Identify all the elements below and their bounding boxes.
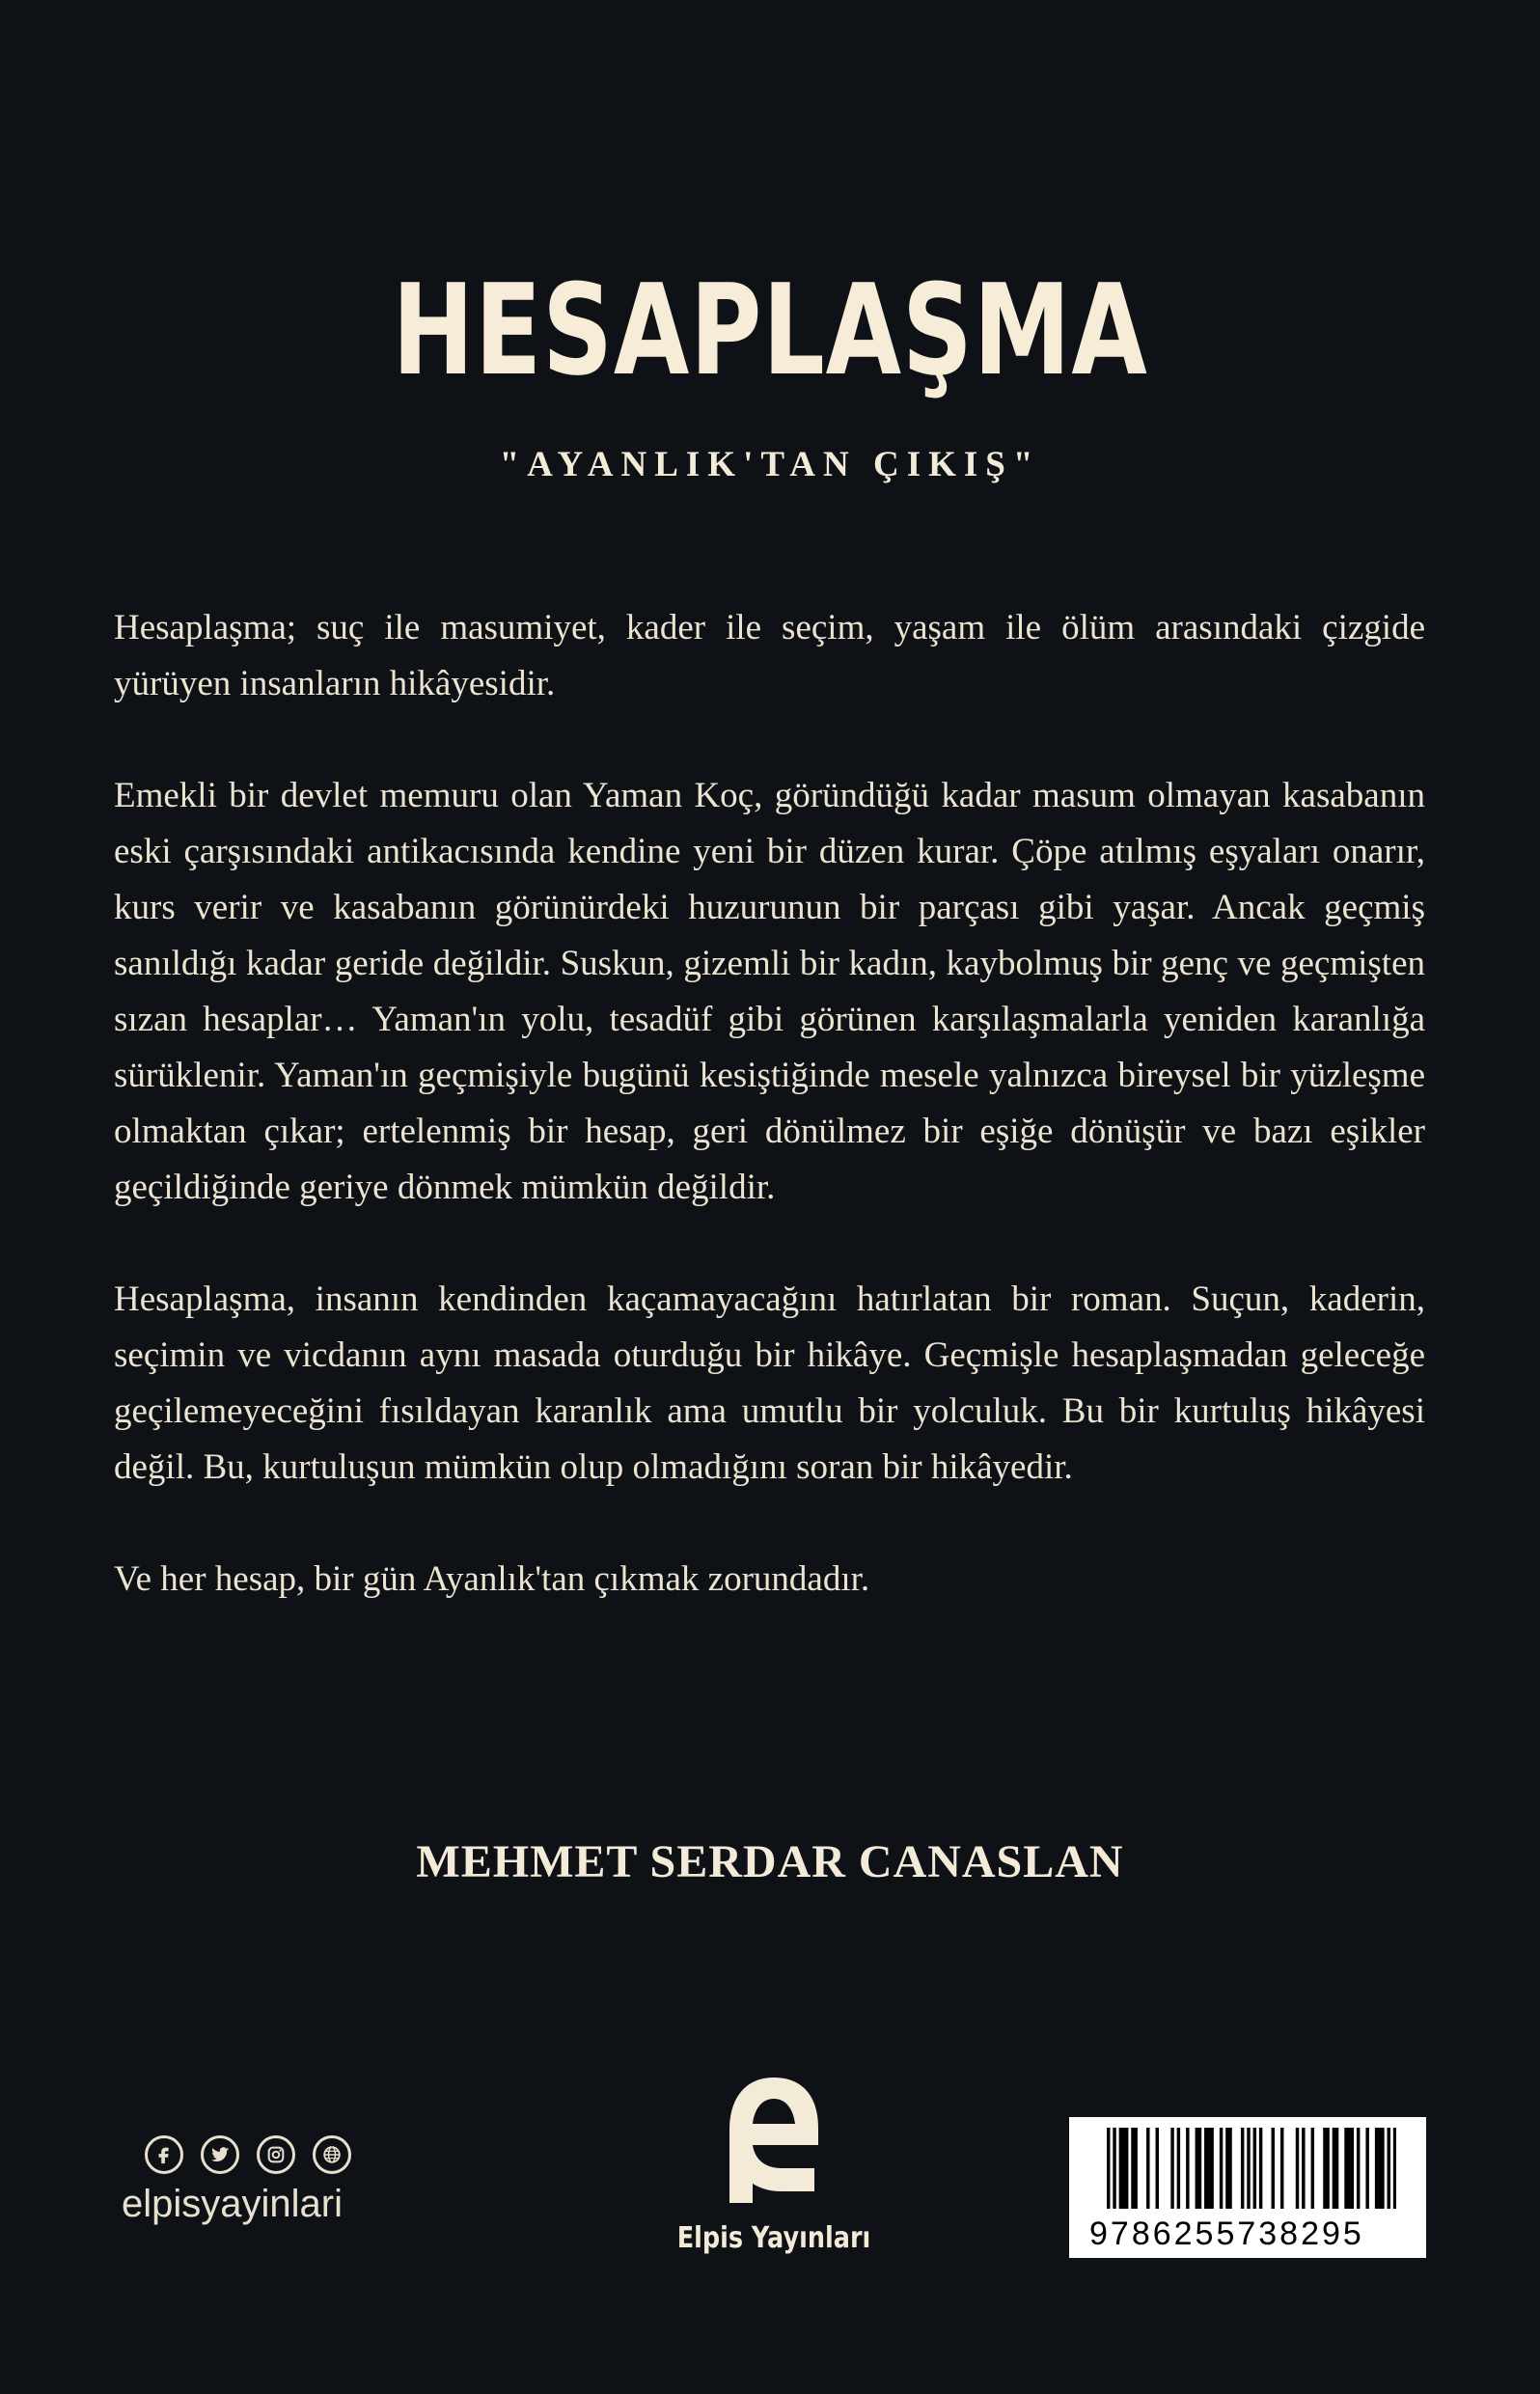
barcode-bar xyxy=(1351,2128,1354,2209)
barcode-bar xyxy=(1134,2128,1137,2209)
barcode-bar xyxy=(1228,2128,1231,2209)
publisher-name: Elpis Yayınları xyxy=(676,2221,871,2255)
facebook-icon[interactable] xyxy=(145,2135,183,2174)
barcode-bar xyxy=(1146,2128,1149,2209)
barcode-bar xyxy=(1119,2128,1122,2209)
web-icon[interactable] xyxy=(313,2135,351,2174)
barcode-bar xyxy=(1207,2128,1210,2209)
barcode-bar xyxy=(1365,2128,1368,2209)
barcode-bar xyxy=(1381,2128,1384,2209)
barcode-bar xyxy=(1296,2128,1299,2209)
barcode-bar xyxy=(1335,2128,1338,2209)
barcode-bar xyxy=(1210,2128,1213,2209)
barcode-bar xyxy=(1170,2128,1173,2209)
barcode-bar xyxy=(1196,2128,1198,2209)
barcode-bar xyxy=(1393,2128,1396,2209)
instagram-icon[interactable] xyxy=(257,2135,295,2174)
barcode-bar xyxy=(1131,2128,1134,2209)
isbn-number: 9786255738295 xyxy=(1089,2215,1364,2252)
barcode-bar xyxy=(1357,2128,1360,2209)
barcode-bar xyxy=(1198,2128,1201,2209)
blurb-paragraph: Emekli bir devlet memuru olan Yaman Koç, göründüğü kadar masum olmayan kasabanın eski çarşısındaki antikacısında kendine yeni bir düzen kurar. Çöpe atılmış eşyaları onarır, kurs verir ve kasabanın görünürdeki huzurunun bir parçası gibi yaşar. Ancak geçmiş sanıldığı kadar geride değildir. Suskun, gizemli bir kadın, kaybolmuş bir genç ve geçmişten sızan hesaplar… Yaman'ın yolu, tesadüf gibi görünen karşılaşmalarla yeniden karanlığa sürüklenir. Yaman'ın geçmişiyle bugünü kesiştiğinde mesele yalnızca bireysel bir yüzleşme olmaktan çıkar; ertelenmiş bir hesap, geri dönülmez bir eşiğe dönüşür ve bazı eşikler geçildiğinde geriye dönmek mümkün değildir. xyxy=(114,776,1425,1207)
barcode-bar xyxy=(1225,2128,1228,2209)
barcode-bar xyxy=(1259,2128,1262,2209)
elpis-logo-icon xyxy=(722,2070,826,2207)
barcode-bar xyxy=(1326,2128,1329,2209)
barcode-bar xyxy=(1220,2128,1223,2209)
barcode-bar xyxy=(1247,2128,1250,2209)
barcode-bar xyxy=(1280,2128,1283,2209)
book-subtitle: "AYANLIK'TAN ÇIKIŞ" xyxy=(499,445,1041,484)
barcode-bar xyxy=(1177,2128,1180,2209)
barcode-bar xyxy=(1323,2128,1326,2209)
barcode-bar xyxy=(1311,2128,1314,2209)
barcode-bar xyxy=(1186,2128,1189,2209)
author-name: MEHMET SERDAR CANASLAN xyxy=(416,1836,1124,1887)
barcode-bar xyxy=(1113,2128,1115,2209)
barcode-bar xyxy=(1375,2128,1378,2209)
social-handle[interactable]: elpisyayinlari xyxy=(122,2183,343,2225)
barcode-bar xyxy=(1272,2128,1275,2209)
barcode-bar xyxy=(1378,2128,1381,2209)
barcode-bar xyxy=(1122,2128,1125,2209)
barcode-bar xyxy=(1204,2128,1207,2209)
barcode-bar xyxy=(1344,2128,1347,2209)
barcode-bar xyxy=(1241,2128,1244,2209)
blurb-paragraph: Hesaplaşma; suç ile masumiyet, kader ile seçim, yaşam ile ölüm arasındaki çizgide yürüyen insanların hikâyesidir. xyxy=(114,608,1425,703)
social-icons xyxy=(145,2135,351,2174)
barcode-bar xyxy=(1253,2128,1256,2209)
twitter-icon[interactable] xyxy=(201,2135,239,2174)
barcode-bar xyxy=(1125,2128,1128,2209)
book-title: HESAPLAŞMA xyxy=(392,257,1148,403)
barcode-bars xyxy=(1107,2128,1396,2216)
barcode-bar xyxy=(1347,2128,1350,2209)
barcode-bar xyxy=(1333,2128,1335,2209)
blurb-paragraph: Ve her hesap, bir gün Ayanlık'tan çıkmak zorundadır. xyxy=(114,1559,870,1599)
barcode-bar xyxy=(1156,2128,1159,2209)
barcode-bar xyxy=(1107,2128,1110,2209)
blurb-paragraph: Hesaplaşma, insanın kendinden kaçamayacağını hatırlatan bir roman. Suçun, kaderin, seçimin ve vicdanın aynı masada oturduğu bir hikâye. Geçmişle hesaplaşmadan geleceğe geçilemeyeceğini fısıldayan karanlık ama umutlu bir yolculuk. Bu bir kurtuluş hikâyesi değil. Bu, kurtuluşun mümkün olup olmadığını soran bir hikâyedir. xyxy=(114,1280,1425,1487)
barcode-bar xyxy=(1388,2128,1390,2209)
barcode-bar xyxy=(1302,2128,1305,2209)
isbn-barcode xyxy=(1069,2117,1426,2258)
back-cover-blurb xyxy=(114,600,1425,1664)
